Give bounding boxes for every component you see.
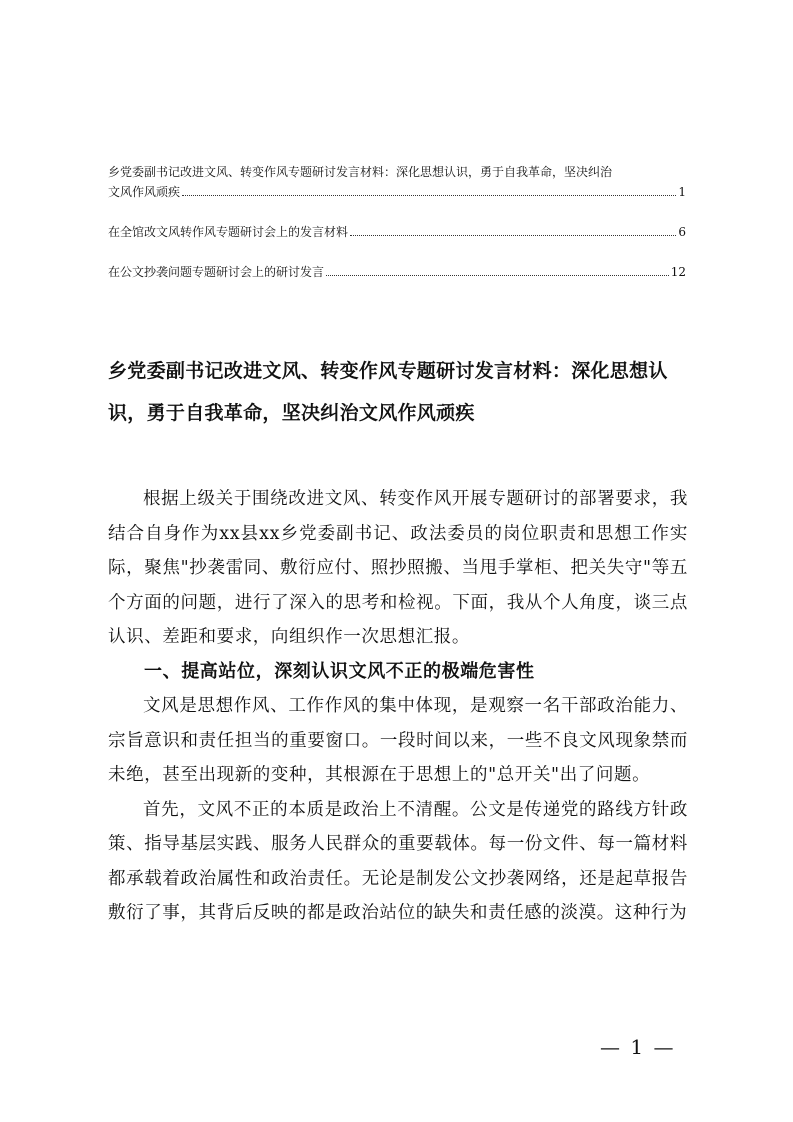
toc-page-number: 1 xyxy=(678,185,686,199)
toc-entry-1[interactable] xyxy=(108,162,686,202)
toc-leader-dots xyxy=(326,275,669,276)
toc-entry-title: 在全馆改文风转作风专题研讨会上的发言材料 xyxy=(108,225,349,239)
paragraph: 首先，文风不正的本质是政治上不清醒。公文是传递党的路线方针政策、指导基层实践、服务人民群众的重要载体。每一份文件、每一篇材料都承载着政治属性和政治责任。无论是制发公文抄袭网络，还是起草报告敷衍了事，其背后反映的都是政治站位的缺失和责任感的淡漠。这种行为 xyxy=(108,799,688,923)
paragraph: 文风是思想作风、工作作风的集中体现，是观察一名干部政治能力、宗旨意识和责任担当的重要窗口。一段时间以来，一些不良文风现象禁而未绝，甚至出现新的变种，其根源在于思想上的"总开关"出了问题。 xyxy=(108,696,688,785)
toc-entry-title-line1: 乡党委副书记改进文风、转变作风专题研讨发言材料：深化思想认识，勇于自我革命，坚决纠治 xyxy=(108,165,613,179)
document-title: 乡党委副书记改进文风、转变作风专题研讨发言材料：深化思想认识，勇于自我革命，坚决纠治文风作风顽疾 xyxy=(108,360,668,424)
toc-leader-dots xyxy=(182,195,676,196)
toc-page-number: 12 xyxy=(670,265,686,279)
toc-page-number: 6 xyxy=(678,225,686,239)
toc-entry-title: 在公文抄袭问题专题研讨会上的研讨发言 xyxy=(108,265,325,279)
toc-entry-3[interactable] xyxy=(108,262,686,282)
toc-entry-2[interactable] xyxy=(108,222,686,242)
document-body xyxy=(108,482,688,931)
page-number: — 1 — xyxy=(600,1035,676,1059)
toc-leader-dots xyxy=(350,235,676,236)
section-heading-1: 一、提高站位，深刻认识文风不正的极端危害性 xyxy=(144,660,535,682)
toc-entry-title-line2: 文风作风顽疾 xyxy=(108,185,181,199)
paragraph-intro: 根据上级关于围绕改进文风、转变作风开展专题研讨的部署要求，我结合自身作为xx县xx乡党委副书记、政法委员的岗位职责和思想工作实际，聚焦"抄袭雷同、敷衍应付、照抄照搬、当甩手掌柜、把关失守"等五个方面的问题，进行了深入的思考和检视。下面，我从个人角度，谈三点认识、差距和要求，向组织作一次思想汇报。 xyxy=(108,489,688,647)
table-of-contents xyxy=(108,162,686,302)
